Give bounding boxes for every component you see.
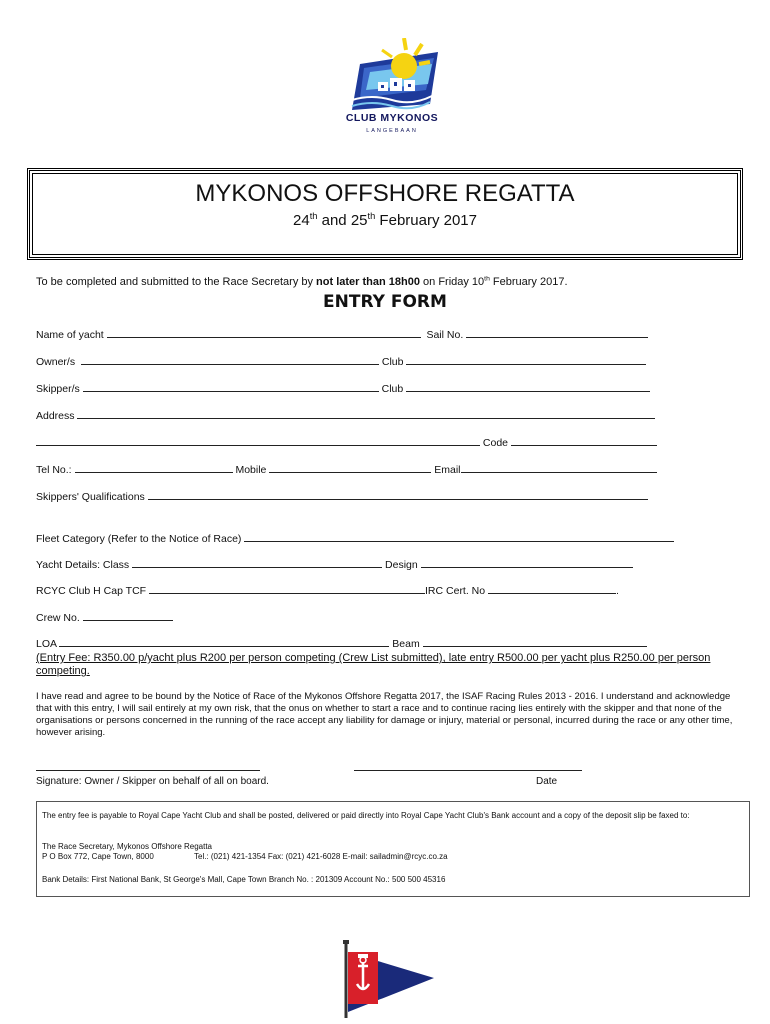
acknowledgement-text: I have read and agree to be bound by the Notice of Race of the Mykonos Offshore Regatta 2017, the ISAF Racing Rules 2013 - 2016. I understand and acknowledge that with this entry, I will sail entirely at my own risk, that the onus on whether to start a race and to continue racing lies entirely with the skipper and that none of the organisations or persons concerned in the running of the race accept any liability for damage or injury, material or personal, incurred during the race or any other time, however arising. <box>36 691 733 738</box>
payment-instructions: The entry fee is payable to Royal Cape Yacht Club and shall be posted, delivered or paid directly into Royal Cape Yacht Club's Bank account and a copy of the deposit slip be faxed to: <box>42 811 690 820</box>
postal-code-field[interactable] <box>511 436 657 446</box>
class-field[interactable] <box>132 558 382 568</box>
crew-row: Crew No. <box>36 611 173 624</box>
yacht-name-field[interactable] <box>107 328 421 338</box>
signature-label: Signature: Owner / Skipper on behalf of all on board. <box>36 776 269 787</box>
yacht-name-row: Name of yacht Sail No. <box>36 328 648 341</box>
qualifications-field[interactable] <box>148 490 648 500</box>
skippers-row: Skipper/s Club <box>36 382 650 395</box>
submission-instruction: To be completed and submitted to the Race Secretary by not later than 18h00 on Friday 10th February 2017. <box>36 275 568 288</box>
event-dates: 24th and 25th February 2017 <box>293 211 477 229</box>
qualifications-row: Skippers' Qualifications <box>36 490 648 503</box>
beam-field[interactable] <box>423 637 647 647</box>
burgee-icon <box>336 938 436 1018</box>
address-field[interactable] <box>77 409 655 419</box>
skipper-club-field[interactable] <box>406 382 650 392</box>
signature-field[interactable] <box>36 770 260 771</box>
mobile-field[interactable] <box>269 463 431 473</box>
irc-cert-field[interactable] <box>488 584 616 594</box>
logo-name: CLUB MYKONOS <box>345 112 439 124</box>
date-field[interactable] <box>354 770 582 771</box>
secretary-name: The Race Secretary, Mykonos Offshore Regatta <box>42 842 213 851</box>
loa-field[interactable] <box>59 637 389 647</box>
design-field[interactable] <box>421 558 633 568</box>
logo-subtitle: LANGEBAAN <box>366 128 418 134</box>
fleet-row: Fleet Category (Refer to the Notice of Race) <box>36 532 674 545</box>
club-mykonos-logo <box>342 38 442 142</box>
owner-club-field[interactable] <box>406 355 646 365</box>
owners-row: Owner/s Club <box>36 355 646 368</box>
secretary-contact: Tel.: (021) 421-1354 Fax: (021) 421-6028 E-mail: sailadmin@rcyc.co.za <box>194 852 448 861</box>
club-logo-graphic <box>342 38 442 116</box>
handicap-row: RCYC Club H Cap TCF IRC Cert. No . <box>36 585 619 597</box>
address-line2-field[interactable] <box>36 436 480 446</box>
dimensions-row: LOA Beam <box>36 637 647 650</box>
bank-details: Bank Details: First National Bank, St George's Mall, Cape Town Branch No. : 201309 Account No.: 500 500 45316 <box>42 875 446 884</box>
owners-field[interactable] <box>81 355 379 365</box>
email-field[interactable] <box>461 463 657 473</box>
entry-fee-note: (Entry Fee: R350.00 p/yacht plus R200 per person competing (Crew List submitted), late entry R500.00 per yacht plus R250.00 per person competing. <box>36 652 711 677</box>
contact-row: Tel No.: Mobile Email <box>36 463 657 476</box>
fleet-category-field[interactable] <box>244 532 674 542</box>
handicap-tcf-field[interactable] <box>149 584 425 594</box>
address-row: Address <box>36 409 655 422</box>
rcyc-burgee-flag <box>336 938 436 1018</box>
address-code-row: Code <box>36 436 657 449</box>
form-heading: ENTRY FORM <box>323 292 447 312</box>
yacht-details-row: Yacht Details: Class Design <box>36 558 633 571</box>
page-title: MYKONOS OFFSHORE REGATTA <box>195 180 575 207</box>
date-label: Date <box>536 776 558 787</box>
crew-no-field[interactable] <box>83 611 173 621</box>
skippers-field[interactable] <box>83 382 379 392</box>
tel-field[interactable] <box>75 463 233 473</box>
secretary-address: P O Box 772, Cape Town, 8000 <box>42 852 154 861</box>
sail-no-field[interactable] <box>466 328 648 338</box>
